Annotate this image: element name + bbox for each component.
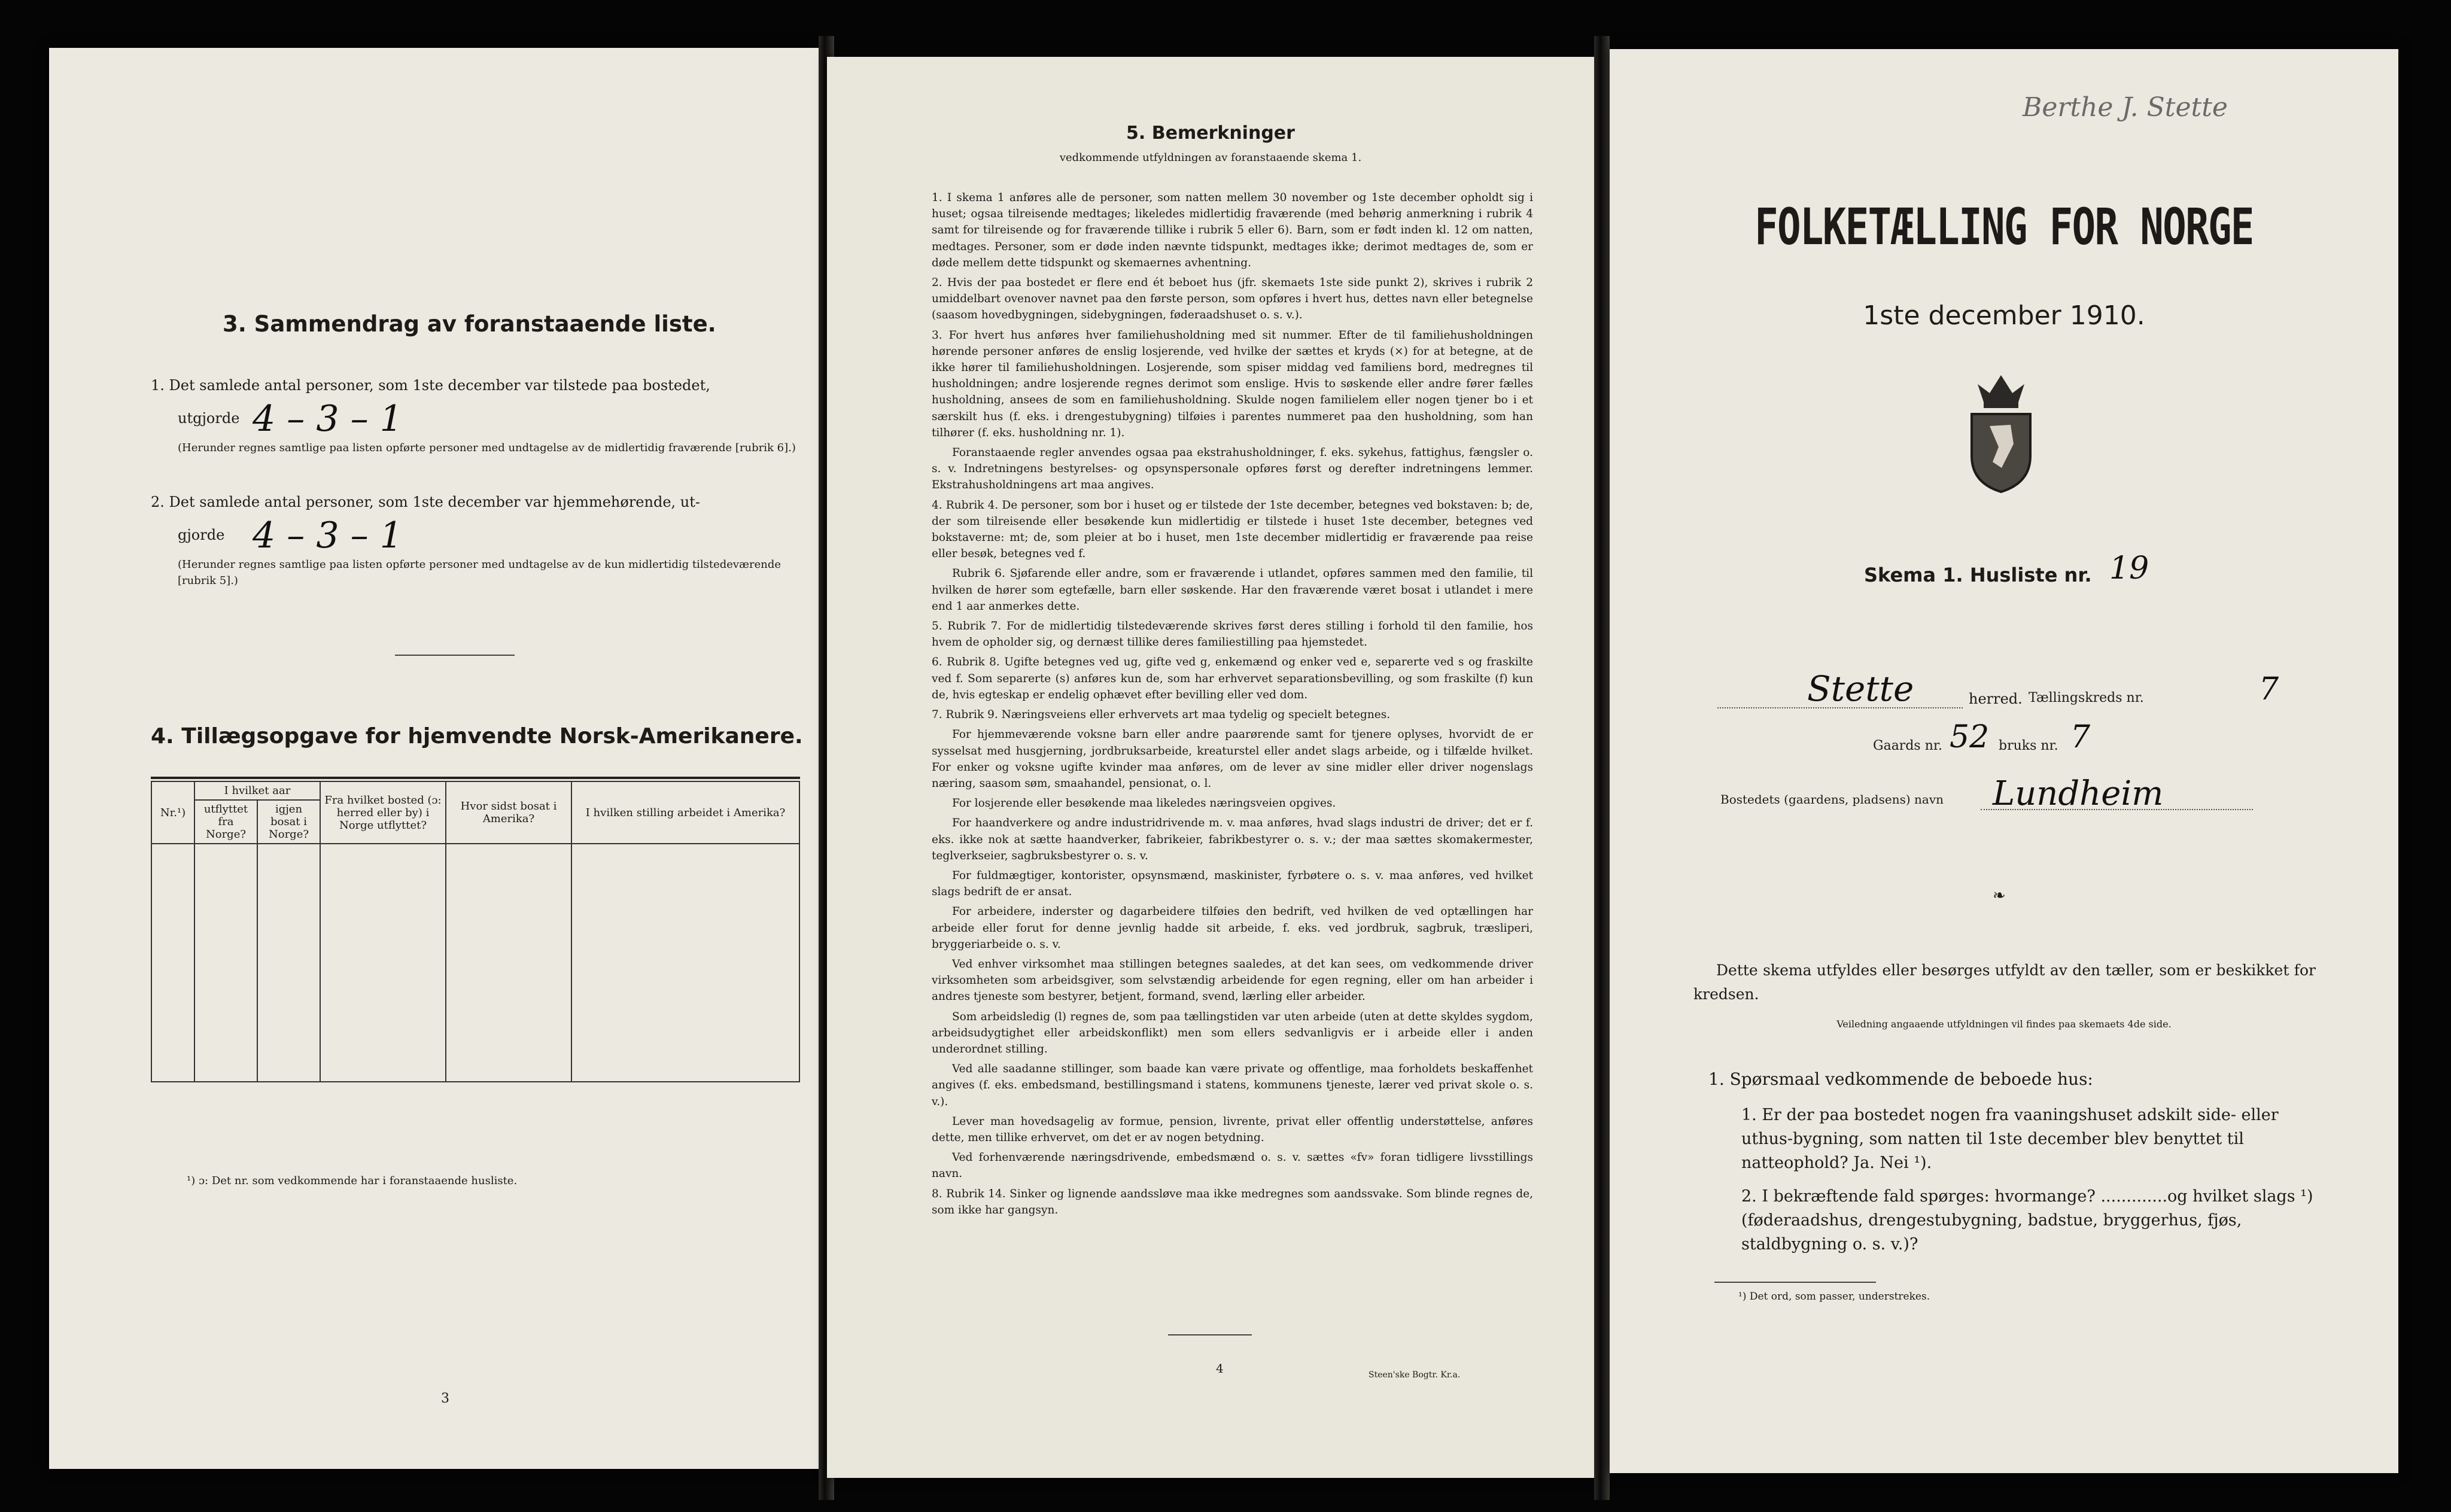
question-2: 2. I bekræftende fald spørges: hvormange? .............og hvilket slags ¹) (føderaadshus, drengestubygning, badstue, bryggerhus, fjøs, staldbygning o. s. v.)? xyxy=(1741,1187,2313,1254)
remark-paragraph: 3. For hvert hus anføres hver familiehusholdning med sit nummer. Efter de til familiehusholdningen hørende personer anføres de enslig losjerende, ved hvilke der sættes et kryds (×) for at betegne, at de ikke hører til familiehusholdningen. Losjerende, som spiser middag ved familiens bord, medregnes til husholdningen; andre losjerende regnes derimot som enslige. Hvis to søskende eller andre fører fælles husholdning, ansees de som en familiehusholdning. Skulde nogen familielem eller nogen tjener bo i et særskilt hus (f. eks. i drengestubygning) tilføies i parentes nummeret paa den husholdning, som han tilhører (f. eks. husholdning nr. 1). xyxy=(932,328,1533,439)
remark-paragraph: 4. Rubrik 4. De personer, som bor i huset og er tilstede der 1ste december, betegnes ved bokstaven: b; de, der som tilreisende eller besøkende kun midlertidig er tilstede i huset 1ste december, betegnes ved bokstaverne: mt; de, som pleier at bo i huset, men 1ste december midlertidig er fraværende paa reise eller besøk, betegnes ved f. xyxy=(932,498,1533,561)
intro-text: Dette skema utfyldes eller besørges utfyldt av den tæller, som er beskikket for kredsen. xyxy=(1693,962,2316,1003)
remark-paragraph: For arbeidere, inderster og dagarbeidere tilføies den bedrift, ved hvilken de ved optællingen har arbeide eller forut for denne jevnlig hadde sit arbeide, f. eks. ved jordbruk, sagbruk, træsliperi, bryggeriarbeide o. s. v. xyxy=(932,905,1533,951)
remark-paragraph: 8. Rubrik 14. Sinker og lignende aandssløve maa ikke medregnes som aandssvake. Som blinde regnes de, som ikke har gangsyn. xyxy=(932,1187,1533,1216)
norsk-amerikaner-table xyxy=(151,781,800,1082)
remark-paragraph: Ved enhver virksomhet maa stillingen betegnes saaledes, at det kan sees, om vedkommende driver virksomheten som arbeidsgiver, som selvstændig arbeidende for egen regning, eller om han arbeider i andres tjeneste som bestyrer, betjent, formand, svend, lærling eller arbeider. xyxy=(932,957,1533,1003)
remark-paragraph: For fuldmægtiger, kontorister, opsynsmænd, maskinister, fyrbøtere o. s. v. maa anføres, ved hvilket slags bedrift de er ansat. xyxy=(932,869,1533,899)
footnote: ¹) ɔ: Det nr. som vedkommende har i foranstaaende husliste. xyxy=(187,1175,518,1187)
remark-paragraph: Som arbeidsledig (l) regnes de, som paa tællingstiden var uten arbeide (uten at dette skyldes sygdom, arbeidsudygtighet eller arbeidskonflikt) men som ellers sedvanligvis er i arbeide eller i anden underordnet stilling. xyxy=(932,1010,1533,1055)
schema-label: Skema 1. Husliste nr. xyxy=(1864,564,2092,586)
table-row xyxy=(151,963,799,1002)
item1-text: 1. Det samlede antal personer, som 1ste december var tilstede paa bostedet, xyxy=(151,377,710,394)
table-row xyxy=(151,923,799,963)
bruks-value: 7 xyxy=(2070,719,2091,755)
item2-lead: gjorde xyxy=(178,527,225,543)
kreds-label: Tællingskreds nr. xyxy=(2029,690,2144,705)
remark-paragraph: Lever man hovedsagelig av formue, pension, livrente, privat eller offentlig understøttelse, anføres dette, men tillike erhvervet, om det er av nogen betydning. xyxy=(932,1115,1533,1144)
remarks-body xyxy=(932,190,1533,1222)
printer-mark: Steen'ske Bogtr. Kr.a. xyxy=(1369,1370,1461,1380)
remark-paragraph: 7. Rubrik 9. Næringsveiens eller erhvervets art maa tydelig og specielt betegnes. xyxy=(932,708,1391,722)
remark-paragraph: Ved alle saadanne stillinger, som baade kan være private og offentlige, maa forholdets beskaffenhet angives (f. eks. embedsmand, bestillingsmand i statens, kommunens tjeneste, lærer ved privat skole o. s. v.). xyxy=(932,1063,1533,1108)
item2-text: 2. Det samlede antal personer, som 1ste december var hjemmehørende, ut- xyxy=(151,494,700,510)
remark-paragraph: For losjerende eller besøkende maa likeledes næringsveien opgives. xyxy=(952,797,1336,810)
remark-paragraph: 6. Rubrik 8. Ugifte betegnes ved ug, gifte ved g, enkemænd og enker ved e, separerte ved s og fraskilte ved f. Som separerte (s) anføres kun de, som har erhvervet separationsbevilling, og som fraskilte (f) kun de, hvis egteskap er endelig ophævet efter bevilling eller ved dom. xyxy=(932,656,1533,701)
table-row xyxy=(151,884,799,923)
col-returned: igjen bosat i Norge? xyxy=(257,800,320,844)
item1-value: 4 – 3 – 1 xyxy=(253,398,403,440)
remark-paragraph: 1. I skema 1 anføres alle de personer, som natten mellem 30 november og 1ste december opholdt sig i huset; ogsaa tilreisende medtages; likeledes midlertidig fraværende (med behørig anmerkning i rubrik 4 samt for tilreisende og for fraværende tillike i rubrik 5 eller 6). Barn, som er født inden kl. 12 om natten, medtages. Personer, som er døde inden nævnte tidspunkt, medtages ikke; derimot medtages de, som er døde mellem dette tidspunkt og skemaernes avhentning. xyxy=(932,191,1533,269)
left-page xyxy=(49,48,821,1469)
remark-paragraph: 2. Hvis der paa bostedet er flere end ét beboet hus (jfr. skemaets 1ste side punkt 2), skrives i rubrik 2 umiddelbart ovenover navnet paa den første person, som opføres i hvert hus, dettes navn eller betegnelse (saasom hovedbygningen, sidebygningen, føderaadshuset o. s. v.). xyxy=(932,276,1533,322)
question-1: 1. Er der paa bostedet nogen fra vaaningshuset adskilt side- eller uthus-bygning, som natten til 1ste december blev benyttet til natteophold? Ja. Nei ¹). xyxy=(1741,1106,2279,1172)
item1-note: (Herunder regnes samtlige paa listen opførte personer med undtagelse av de midlertidig fraværende [rubrik 6].) xyxy=(178,442,796,454)
remark-paragraph: For haandverkere og andre industridrivende m. v. maa anføres, hvad slags industri de driver; det er f. eks. ikke nok at sætte haandverker, fabrikeier, fabrikbestyrer o. s. v.; der maa sættes skomakermester, teglverkseier, sagbruksbestyrer o. s. v. xyxy=(932,817,1533,862)
middle-page xyxy=(827,57,1594,1478)
ornament-icon: ❧ xyxy=(1993,887,2006,905)
divider xyxy=(395,655,515,656)
kreds-value: 7 xyxy=(2259,671,2279,707)
page-number: 3 xyxy=(441,1391,449,1406)
footnote: ¹) Det ord, som passer, understrekes. xyxy=(1738,1291,1930,1303)
guide-text: Veiledning angaaende utfyldningen vil findes paa skemaets 4de side. xyxy=(1836,1018,2172,1030)
table-row xyxy=(151,1002,799,1042)
col-position: I hvilken stilling arbeidet i Amerika? xyxy=(571,781,799,844)
census-date: 1ste december 1910. xyxy=(1863,300,2145,331)
item2-value: 4 – 3 – 1 xyxy=(253,515,403,556)
remarks-subtitle: vedkommende utfyldningen av foranstaaende skema 1. xyxy=(1059,151,1362,164)
remark-paragraph: 5. Rubrik 7. For de midlertidig tilstedeværende skrives først deres stilling i forhold til den familie, hos hvem de opholder sig, og dernæst tillike deres familiestilling paa hjemstedet. xyxy=(932,620,1533,649)
page-number: 4 xyxy=(1216,1361,1224,1376)
herred-value: Stette xyxy=(1807,668,1914,709)
col-emigrated: utflyttet fra Norge? xyxy=(194,800,257,844)
col-from-place: Fra hvilket bosted (ɔ: herred eller by) i Norge utflyttet? xyxy=(320,781,446,844)
item1-lead: utgjorde xyxy=(178,410,240,427)
remark-paragraph: Ved forhenværende næringsdrivende, embedsmænd o. s. v. sættes «fv» foran tidligere livsstillings navn. xyxy=(932,1151,1533,1181)
col-group-year: I hvilket aar xyxy=(194,781,320,800)
bruks-label: bruks nr. xyxy=(1999,738,2058,753)
remark-paragraph: Foranstaaende regler anvendes ogsaa paa ekstrahusholdninger, f. eks. sykehus, fattighus, fængsler o. s. v. Indretningens bestyrelses- og opsynspersonale opføres først og derefter indretningens lemmer. Ekstrahusholdningens art maa angives. xyxy=(932,446,1533,492)
coat-of-arms-icon xyxy=(1966,372,2036,495)
gaards-value: 52 xyxy=(1950,719,1990,755)
binding-fold xyxy=(1594,36,1610,1500)
schema-number: 19 xyxy=(2109,550,2149,586)
questions-title: 1. Spørsmaal vedkommende de beboede hus: xyxy=(1708,1069,2093,1089)
section4-title: 4. Tillægsopgave for hjemvendte Norsk-Amerikanere. xyxy=(151,724,803,749)
table-row xyxy=(151,844,799,884)
remark-paragraph: For hjemmeværende voksne barn eller andre paarørende samt for tjenere oplyses, hvorvidt de er sysselsat med husgjerning, jordbruksarbeide, kreaturstel eller andet slags arbeide, og i tilfælde hvilket. For enker og voksne ugifte kvinder maa anføres, om de lever av sine midler eller driver nogenslags næring, saasom søm, smaahandel, pensionat, o. l. xyxy=(932,728,1533,790)
right-page xyxy=(1610,49,2398,1473)
herred-label: herred. xyxy=(1969,690,2023,707)
handwritten-name: Berthe J. Stette xyxy=(2023,92,2228,123)
table-row xyxy=(151,1042,799,1082)
col-nr: Nr.¹) xyxy=(151,781,194,844)
item2-note: (Herunder regnes samtlige paa listen opførte personer med undtagelse av de kun midlertidig tilstedeværende [rubrik 5].) xyxy=(178,558,781,587)
col-last-place: Hvor sidst bosat i Amerika? xyxy=(446,781,571,844)
remark-paragraph: Rubrik 6. Sjøfarende eller andre, som er fraværende i utlandet, opføres sammen med den familie, til hvilken de hører som egtefælle, barn eller søskende. Har den fraværende været bosat i utlandet i mere end 1 aar anmerkes dette. xyxy=(932,567,1533,613)
bosted-label: Bostedets (gaardens, pladsens) navn xyxy=(1720,792,1944,807)
remarks-title: 5. Bemerkninger xyxy=(1126,123,1295,144)
gaards-label: Gaards nr. xyxy=(1873,738,1942,753)
main-title: FOLKETÆLLING FOR NORGE xyxy=(1754,197,2254,256)
section3-title: 3. Sammendrag av foranstaaende liste. xyxy=(223,311,716,337)
bosted-value: Lundheim xyxy=(1993,774,2164,813)
